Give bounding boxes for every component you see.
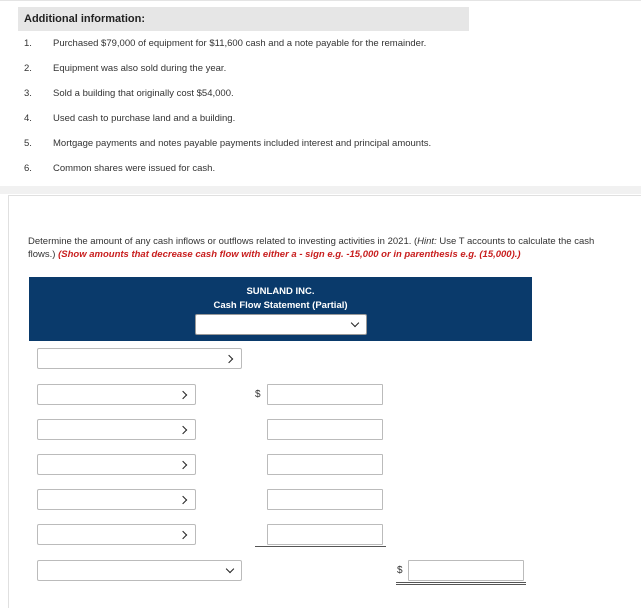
info-item-number: 3. (24, 88, 32, 99)
line-item-select-3[interactable] (37, 454, 196, 475)
chevron-right-icon (180, 425, 189, 434)
total-amount-input[interactable] (408, 560, 524, 581)
currency-symbol: $ (255, 389, 261, 400)
total-rule-2 (396, 584, 526, 585)
amount-input-4[interactable] (267, 489, 383, 510)
line-item-select-1[interactable] (37, 384, 196, 405)
line-item-select-2[interactable] (37, 419, 196, 440)
chevron-down-icon (351, 320, 360, 329)
additional-info-header: Additional information: (18, 7, 469, 31)
info-item-number: 1. (24, 38, 32, 49)
info-item-number: 2. (24, 63, 32, 74)
statement-header (29, 277, 532, 341)
info-item (18, 163, 478, 177)
info-item (18, 63, 478, 77)
top-border (0, 0, 641, 1)
hint-text: Use T accounts to calculate the cash flows.) (28, 236, 595, 260)
section-select[interactable] (37, 348, 242, 369)
period-select[interactable] (195, 314, 367, 335)
info-item (18, 88, 478, 102)
info-item-number: 4. (24, 113, 32, 124)
info-item (18, 113, 478, 127)
subtotal-rule (255, 546, 386, 547)
amount-input-3[interactable] (267, 454, 383, 475)
chevron-right-icon (226, 354, 235, 363)
info-item (18, 38, 478, 52)
info-item-text: Mortgage payments and notes payable payments included interest and principal amounts. (53, 138, 432, 149)
line-item-select-4[interactable] (37, 489, 196, 510)
amount-input-1[interactable] (267, 384, 383, 405)
chevron-right-icon (180, 530, 189, 539)
question-text-main: Determine the amount of any cash inflows or outflows related to investing activities in 2021. ( (28, 236, 418, 247)
currency-symbol-total: $ (397, 565, 403, 576)
amount-input-5[interactable] (267, 524, 383, 545)
company-name: SUNLAND INC. (246, 286, 315, 297)
chevron-right-icon (180, 460, 189, 469)
info-item-number: 6. (24, 163, 32, 174)
amount-input-2[interactable] (267, 419, 383, 440)
info-item-number: 5. (24, 138, 32, 149)
info-item-text: Common shares were issued for cash. (53, 163, 216, 174)
chevron-right-icon (180, 390, 189, 399)
info-item-text: Used cash to purchase land and a building. (53, 113, 236, 124)
question-prompt (28, 235, 618, 261)
chevron-down-icon (226, 566, 235, 575)
total-select[interactable] (37, 560, 242, 581)
info-item-text: Equipment was also sold during the year. (53, 63, 227, 74)
chevron-right-icon (180, 495, 189, 504)
total-rule-1 (396, 582, 526, 583)
info-item-text: Sold a building that originally cost $54,000. (53, 88, 234, 99)
hint-label: Hint: (417, 236, 437, 247)
info-item-text: Purchased $79,000 of equipment for $11,600 cash and a note payable for the remainder. (53, 38, 427, 49)
statement-title: Cash Flow Statement (Partial) (213, 300, 348, 311)
info-item (18, 138, 478, 152)
sign-convention-note: (Show amounts that decrease cash flow with either a - sign e.g. -15,000 or in parenthesis e.g. (15,000).) (58, 249, 521, 260)
line-item-select-5[interactable] (37, 524, 196, 545)
panel-divider (0, 186, 641, 194)
